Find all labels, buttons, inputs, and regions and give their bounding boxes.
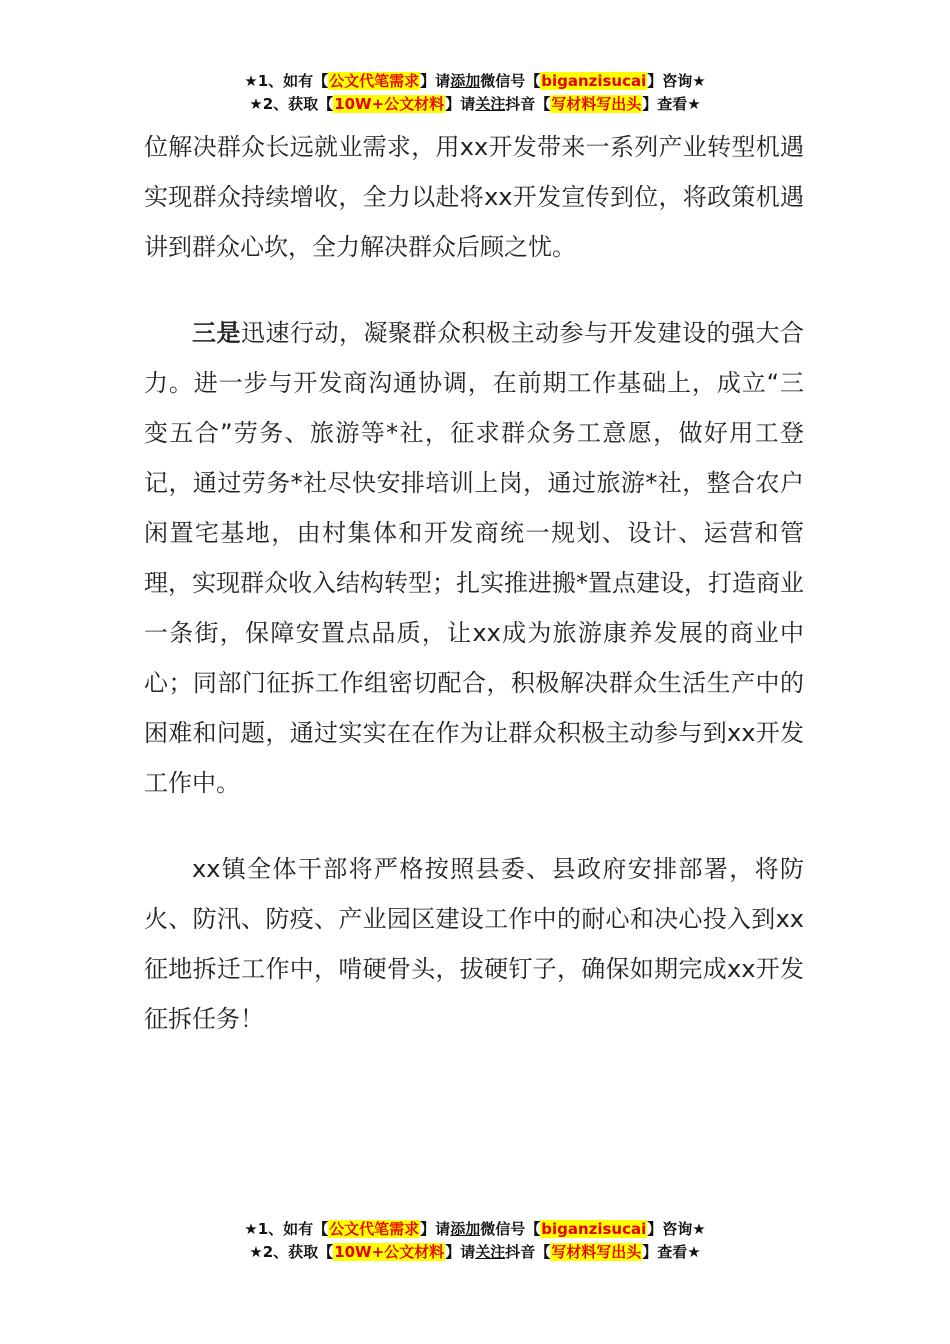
paragraph-2-lead: 三是	[192, 319, 241, 347]
highlight-wechat-id: biganzisucai	[541, 1220, 647, 1238]
highlight-service: 公文代笔需求	[329, 1220, 420, 1238]
banner-line-2: ★2、获取【10W+公文材料】请关注抖音【写材料写出头】查看★	[249, 95, 701, 113]
paragraph-3: xx镇全体干部将严格按照县委、县政府安排部署，将防火、防汛、防疫、产业园区建设工作中的耐心和决心投入到xx征地拆迁工作中，啃硬骨头，拔硬钉子，确保如期完成xx开发征拆任务！	[144, 855, 804, 1033]
banner-line-1: ★1、如有【公文代笔需求】请添加微信号【biganzisucai】咨询★	[244, 1220, 706, 1238]
banner-line-1: ★1、如有【公文代笔需求】请添加微信号【biganzisucai】咨询★	[244, 72, 706, 90]
footer-banner	[0, 1218, 950, 1264]
highlight-materials: 10W+公文材料	[334, 95, 445, 113]
document-body	[144, 122, 804, 1044]
highlight-douyin: 写材料写出头	[551, 95, 642, 113]
highlight-materials: 10W+公文材料	[334, 1243, 445, 1261]
highlight-service: 公文代笔需求	[329, 72, 420, 90]
highlight-douyin: 写材料写出头	[551, 1243, 642, 1261]
paragraph-1: 位解决群众长远就业需求，用xx开发带来一系列产业转型机遇实现群众持续增收，全力以赴将xx开发宣传到位，将政策机遇讲到群众心坎，全力解决群众后顾之忧。	[144, 133, 804, 261]
header-banner	[0, 70, 950, 116]
highlight-wechat-id: biganzisucai	[541, 72, 647, 90]
banner-line-2: ★2、获取【10W+公文材料】请关注抖音【写材料写出头】查看★	[249, 1243, 701, 1261]
paragraph-2-text: 迅速行动，凝聚群众积极主动参与开发建设的强大合力。进一步与开发商沟通协调，在前期工作基础上，成立“三变五合”劳务、旅游等*社，征求群众务工意愿，做好用工登记，通过劳务*社尽快安排培训上岗，通过旅游*社，整合农户闲置宅基地，由村集体和开发商统一规划、设计、运营和管理，实现群众收入结构转型；扎实推进搬*置点建设，打造商业一条街，保障安置点品质，让xx成为旅游康养发展的商业中心；同部门征拆工作组密切配合，积极解决群众生活生产中的困难和问题，通过实实在在作为让群众积极主动参与到xx开发工作中。	[144, 319, 804, 797]
paragraph-2	[144, 308, 804, 808]
